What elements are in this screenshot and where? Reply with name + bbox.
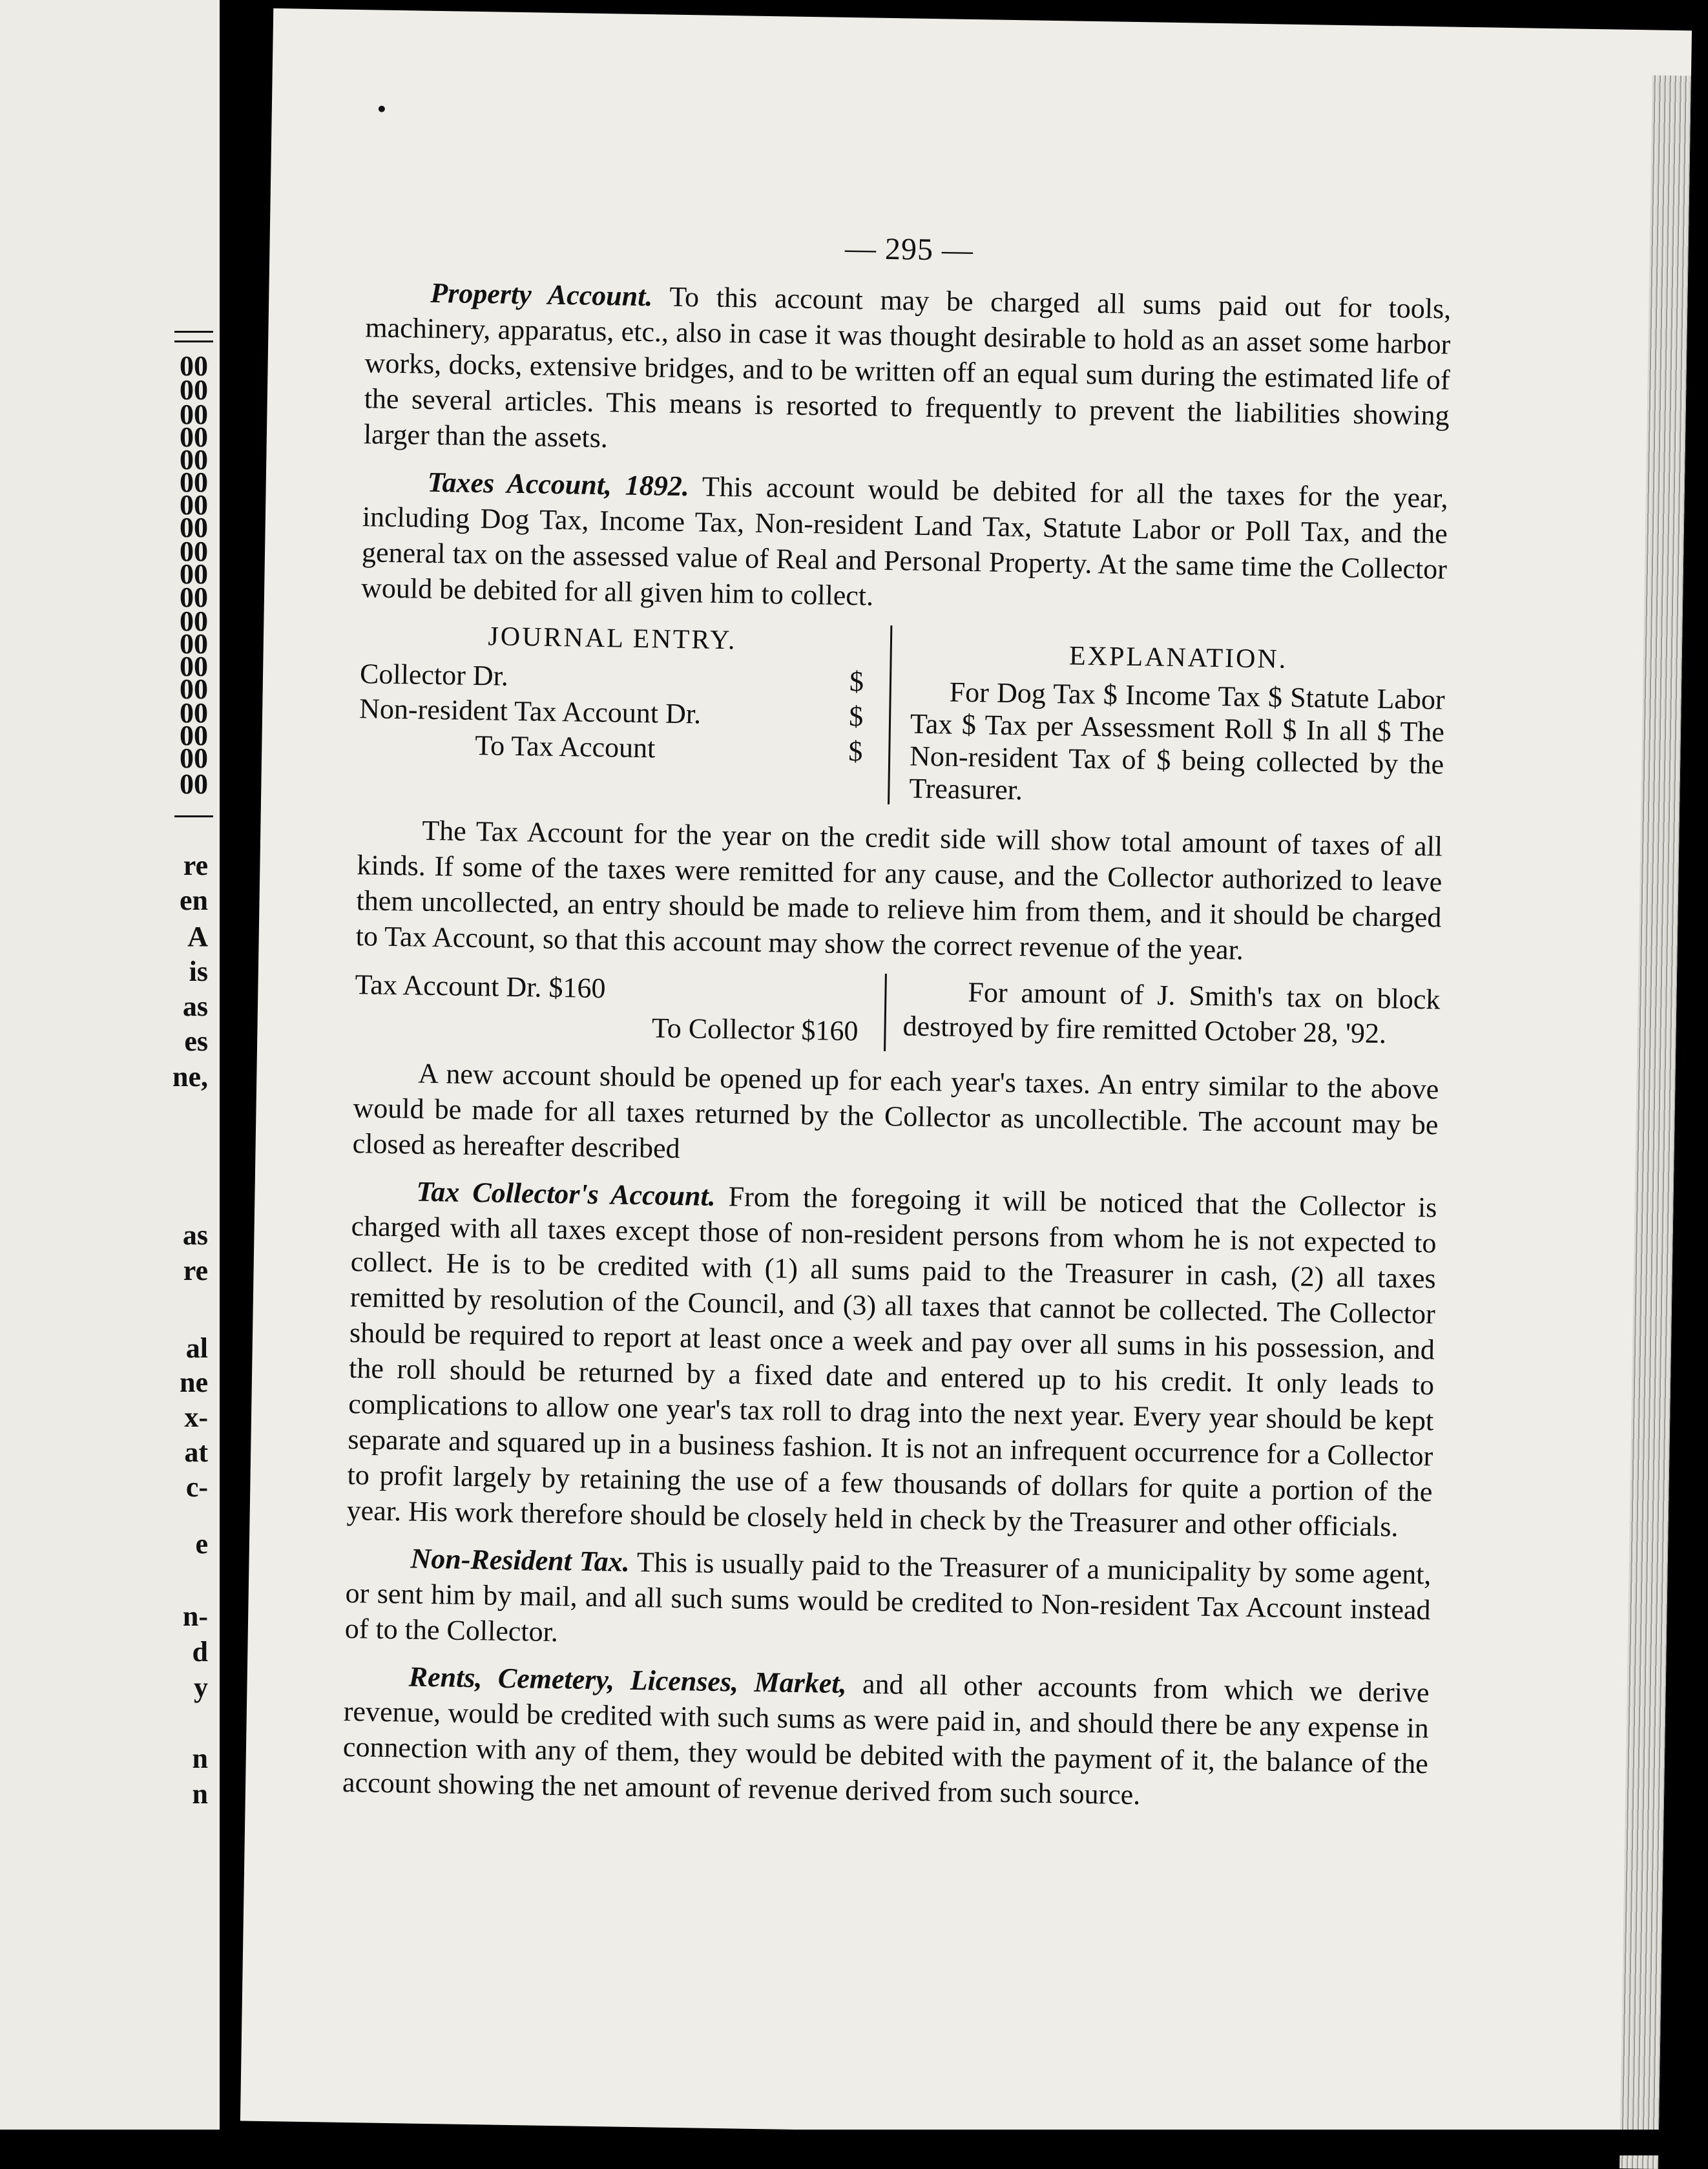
left-page-fragment-text: n- — [182, 1600, 208, 1632]
left-page-fragment-text: x- — [184, 1401, 208, 1433]
property-account-heading: Property Account. — [430, 277, 653, 313]
page — [240, 8, 1692, 2143]
page-number: — 295 — — [844, 231, 974, 267]
left-page-fragment-text: as — [182, 1219, 208, 1251]
journal-entry — [358, 617, 892, 804]
left-page-fragment-text: 00 — [180, 350, 208, 382]
non-resident-tax-text: This is usually paid to the Treasurer of a municipality by some agent, or sent him by mail, and all such sums would be credited to Non-resident Tax Account instead of to the Collector. — [344, 1546, 1432, 1648]
left-page-fragment-text: 00 — [180, 421, 208, 453]
left-page-fragment-text: 00 — [180, 673, 208, 705]
left-page-fragment-text: n — [192, 1743, 208, 1774]
left-page-fragment-text: 00 — [180, 489, 208, 521]
journal-line — [359, 726, 863, 769]
taxes-account-paragraph — [361, 463, 1448, 622]
left-page-fragment-text: 00 — [180, 536, 208, 567]
left-page-fragment-text: 00 — [180, 651, 208, 682]
left-page-fragment — [0, 0, 220, 2155]
left-page-fragment-text: ne — [180, 1367, 208, 1398]
left-page-fragment-text: d — [192, 1636, 208, 1668]
left-page-fragment-text: ne, — [172, 1061, 208, 1093]
left-page-fragment-text: n — [192, 1778, 208, 1810]
left-page-fragment-text: e — [195, 1528, 208, 1560]
remission-explanation: For amount of J. Smith's tax on block destroyed by fire remitted October 28, '92. — [902, 976, 1441, 1050]
left-page-fragment-text: 00 — [180, 558, 208, 590]
journal-line-label: Non-resident Tax Account Dr. — [359, 693, 702, 730]
left-page-fragment-text: re — [183, 1255, 208, 1286]
explanation-title: EXPLANATION. — [1068, 641, 1288, 675]
left-page-fragment-text: 00 — [180, 582, 208, 613]
remission-entry-block — [354, 965, 1441, 1060]
scan-border — [0, 2130, 1708, 2155]
rents-text: and all other accounts from which we derive revenue, would be credited with such sums as were paid in, and should there be any expense in connection with any of them, they would be debited with the payment of it, the balance of the account showing the net amount of revenue derived from such source. — [342, 1668, 1430, 1811]
taxes-account-text: This account would be debited for all the taxes for the year, including Dog Tax, Income Tax, Non-resident Land Tax, Statute Labor or Poll Tax, and the general tax on the assessed value of Real and Personal Property. At the same time the Collector would be debited for all given him to collect. — [360, 470, 1448, 612]
journal-line-amount: $ — [848, 700, 864, 733]
rents-paragraph — [342, 1658, 1430, 1817]
journal-entry-block — [358, 617, 1446, 813]
journal-line-label: Collector Dr. — [359, 658, 509, 692]
left-page-fragment-text: 00 — [180, 720, 208, 751]
left-page-fragment-text: en — [180, 885, 208, 916]
left-page-fragment-text: A — [187, 921, 208, 952]
left-page-fragment-text: 00 — [180, 512, 208, 543]
new-account-paragraph: A new account should be opened up for each year's taxes. An entry similar to the above would be made for all taxes returned by the Collector as uncollectible. The account may be closed as hereafter described — [352, 1057, 1439, 1165]
property-account-paragraph — [364, 274, 1452, 468]
remission-entry — [354, 965, 887, 1051]
left-page-fragment-text: as — [182, 990, 208, 1022]
left-page-fragment-text: 00 — [180, 768, 208, 800]
non-resident-tax-heading: Non-Resident Tax. — [410, 1542, 630, 1578]
collector-account-heading: Tax Collector's Account. — [416, 1175, 716, 1212]
rents-heading: Rents, Cemetery, Licenses, Market, — [408, 1661, 848, 1700]
left-page-fragment-text: 00 — [180, 374, 208, 406]
left-page-fragment-text: 00 — [180, 399, 208, 430]
explanation — [890, 625, 1446, 813]
left-page-fragment-text: re — [183, 850, 208, 881]
left-page-fragment-text: y — [194, 1671, 208, 1703]
left-page-fragment-text: c- — [185, 1471, 208, 1503]
left-page-fragment-text: is — [189, 956, 208, 987]
left-page-fragment-text: 00 — [180, 466, 208, 498]
journal-line-amount: $ — [849, 665, 864, 698]
left-page-fragment-text: at — [184, 1436, 208, 1468]
left-page-fragment-text: 00 — [180, 444, 208, 476]
tax-account-year-paragraph: The Tax Account for the year on the credit side will show total amount of taxes of all kinds. If some of the taxes were remitted for any cause, and the Collector authorized to leave them uncollected, an entry should be made to relieve him from them, and it should be charged to Tax Account, so that this account may show the correct revenue of the year. — [355, 814, 1443, 966]
journal-line-amount: $ — [848, 735, 863, 768]
sum-rule — [174, 815, 213, 817]
left-page-fragment-text: 00 — [180, 697, 208, 729]
print-speck — [379, 105, 385, 112]
left-page-fragment-text: es — [184, 1025, 208, 1057]
page-text — [342, 223, 1452, 1828]
journal-line-label: To Tax Account — [475, 729, 656, 764]
remission-debit: Tax Account Dr. $160 — [355, 969, 606, 1005]
taxes-account-heading: Taxes Account, 1892. — [427, 466, 690, 503]
non-resident-tax-paragraph — [344, 1540, 1431, 1663]
double-rule — [174, 331, 213, 342]
left-page-fragment-text: 00 — [180, 628, 208, 660]
left-page-fragment-text: 00 — [180, 605, 208, 637]
collector-account-text: From the foregoing it will be noticed that the Collector is charged with all taxes except those of non-resident persons from whom he is not expected to collect. He is to be credited with (1) all sums paid to the Treasurer in cash, (2) all taxes remitted by resolution of the Council, and (3) all taxes that cannot be collected. The Collector should be required to report at least once a week and pay over all sums in his possession, and the roll should be returned by a fixed date and entered up to his credit. It only leads to complications to allow one year's tax roll to drag into the next year. Every year should be kept separate and squared up in a business fashion. It is not an infrequent occurrence for a Collector to profit largely by retaining the use of a few thousands of dollars for quite a portion of the year. His work therefore should be closely held in check by the Treasurer and other officials. — [346, 1180, 1437, 1543]
collector-account-paragraph — [346, 1173, 1437, 1545]
property-account-text: To this account may be charged all sums paid out for tools, machinery, apparatus, etc., also in case it was thought desirable to hold as an asset some harbor works, docks, extensive bridges, and to be written off an equal sum during the estimated life of the several articles. This means is resorted to frequently to prevent the liabilities showing larger than the assets. — [363, 280, 1452, 454]
journal-entry-title: JOURNAL ENTRY. — [488, 622, 737, 656]
left-page-fragment-text: 00 — [180, 742, 208, 774]
explanation-text: For Dog Tax $ Income Tax $ Statute Labor Tax $ Tax per Assessment Roll $ In all $ The Non-resident Tax of $ being collected by the Treasurer. — [909, 676, 1446, 806]
remission-credit: To Collector $160 — [651, 1012, 859, 1047]
page-edges — [1619, 75, 1691, 2169]
left-page-fragment-text: al — [185, 1332, 208, 1364]
